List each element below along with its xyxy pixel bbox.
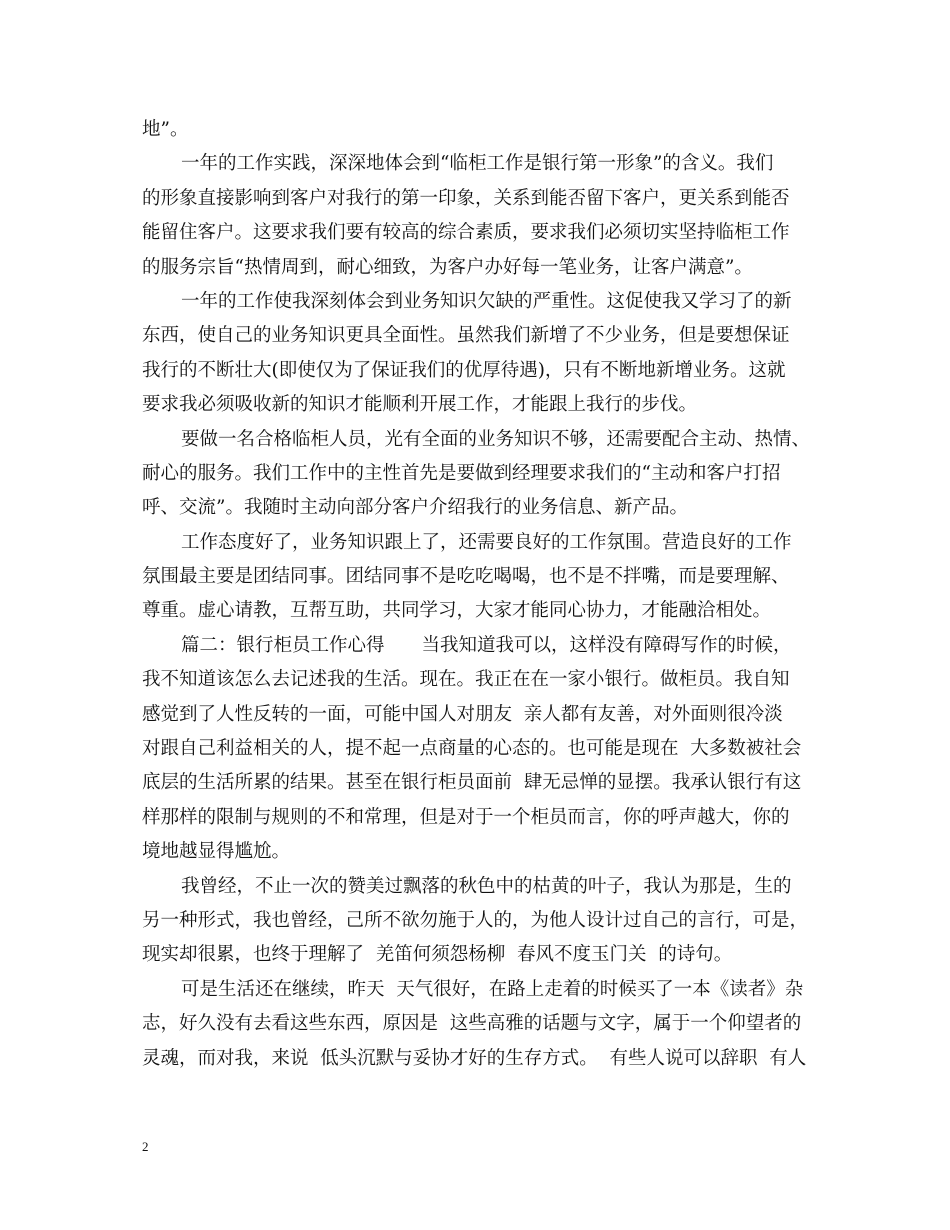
- page-number: 2: [142, 1139, 149, 1154]
- text-line: 氛围最主要是团结同事。团结同事不是吃吃喝喝，也不是不拌嘴，而是要理解、: [142, 566, 790, 588]
- text-line: 一年的工作使我深刻体会到业务知识欠缺的严重性。这促使我又学习了的新: [181, 290, 792, 312]
- text-line: 对跟自己利益相关的人，提不起一点商量的心态的。也可能是现在 大多数被社会: [142, 738, 802, 760]
- text-line: 要求我必须吸收新的知识才能顺利开展工作，才能跟上我行的步伐。: [142, 394, 698, 416]
- text-line: 能留住客户。这要求我们要有较高的综合素质，要求我们必须切实坚持临柜工作: [142, 222, 790, 244]
- text-line: 另一种形式，我也曾经，己所不欲勿施于人的，为他人设计过自己的言行，可是，: [142, 909, 809, 931]
- text-line: 我不知道该怎么去记述我的生活。现在。我正在在一家小银行。做柜员。我自知: [142, 669, 790, 691]
- text-line: 志，好久没有去看这些东西，原因是 这些高雅的话题与文字，属于一个仰望者的: [142, 1013, 802, 1035]
- text-line: 地”。: [142, 119, 189, 140]
- text-line: 耐心的服务。我们工作中的主性首先是要做到经理要求我们的“主动和客户打招: [142, 462, 781, 484]
- text-line: 境地越显得尴尬。: [142, 841, 291, 863]
- body-text: [142, 113, 814, 1076]
- text-line: 样那样的限制与规则的不和常理，但是对于一个柜员而言，你的呼声越大，你的: [142, 806, 790, 828]
- text-line: 底层的生活所累的结果。甚至在银行柜员面前 肆无忌惮的显摆。我承认银行有这: [142, 772, 802, 794]
- text-line: 篇二：银行柜员工作心得 当我知道我可以，这样没有障碍写作的时候，: [181, 634, 792, 656]
- text-line: 工作态度好了，业务知识跟上了，还需要良好的工作氛围。营造良好的工作: [181, 531, 792, 553]
- text-line: 我曾经，不止一次的赞美过飘落的秋色中的枯黄的叶子，我认为那是，生的: [181, 875, 792, 897]
- text-line: 灵魂，而对我，来说 低头沉默与妥协才好的生存方式。 有些人说可以辞职 有人: [142, 1047, 807, 1069]
- text-line: 要做一名合格临柜人员，光有全面的业务知识不够，还需要配合主动、热情、: [181, 428, 811, 450]
- text-line: 的服务宗旨“热情周到，耐心细致，为客户办好每一笔业务，让客户满意”。: [142, 256, 753, 278]
- text-line: 现实却很累，也终于理解了 羌笛何须怨杨柳 春风不度玉门关 的诗句。: [142, 944, 733, 966]
- text-line: 东西，使自己的业务知识更具全面性。虽然我们新增了不少业务，但是要想保证: [142, 325, 790, 347]
- text-line: 一年的工作实践，深深地体会到“临柜工作是银行第一形象”的含义。我们: [181, 153, 774, 175]
- text-line: 的形象直接影响到客户对我行的第一印象，关系到能否留下客户，更关系到能否: [142, 187, 790, 209]
- text-line: 我行的不断壮大(即使仅为了保证我们的优厚待遇)，只有不断地新增业务。这就: [142, 359, 786, 381]
- text-line: 尊重。虚心请教，互帮互助，共同学习，大家才能同心协力，才能融洽相处。: [142, 600, 772, 622]
- text-line: 呼、交流”。我随时主动向部分客户介绍我行的业务信息、新产品。: [142, 497, 688, 519]
- text-line: 感觉到了人性反转的一面，可能中国人对朋友 亲人都有友善，对外面则很冷淡: [142, 703, 783, 725]
- text-line: 可是生活还在继续，昨天 天气很好，在路上走着的时候买了一本《读者》杂: [181, 978, 804, 1000]
